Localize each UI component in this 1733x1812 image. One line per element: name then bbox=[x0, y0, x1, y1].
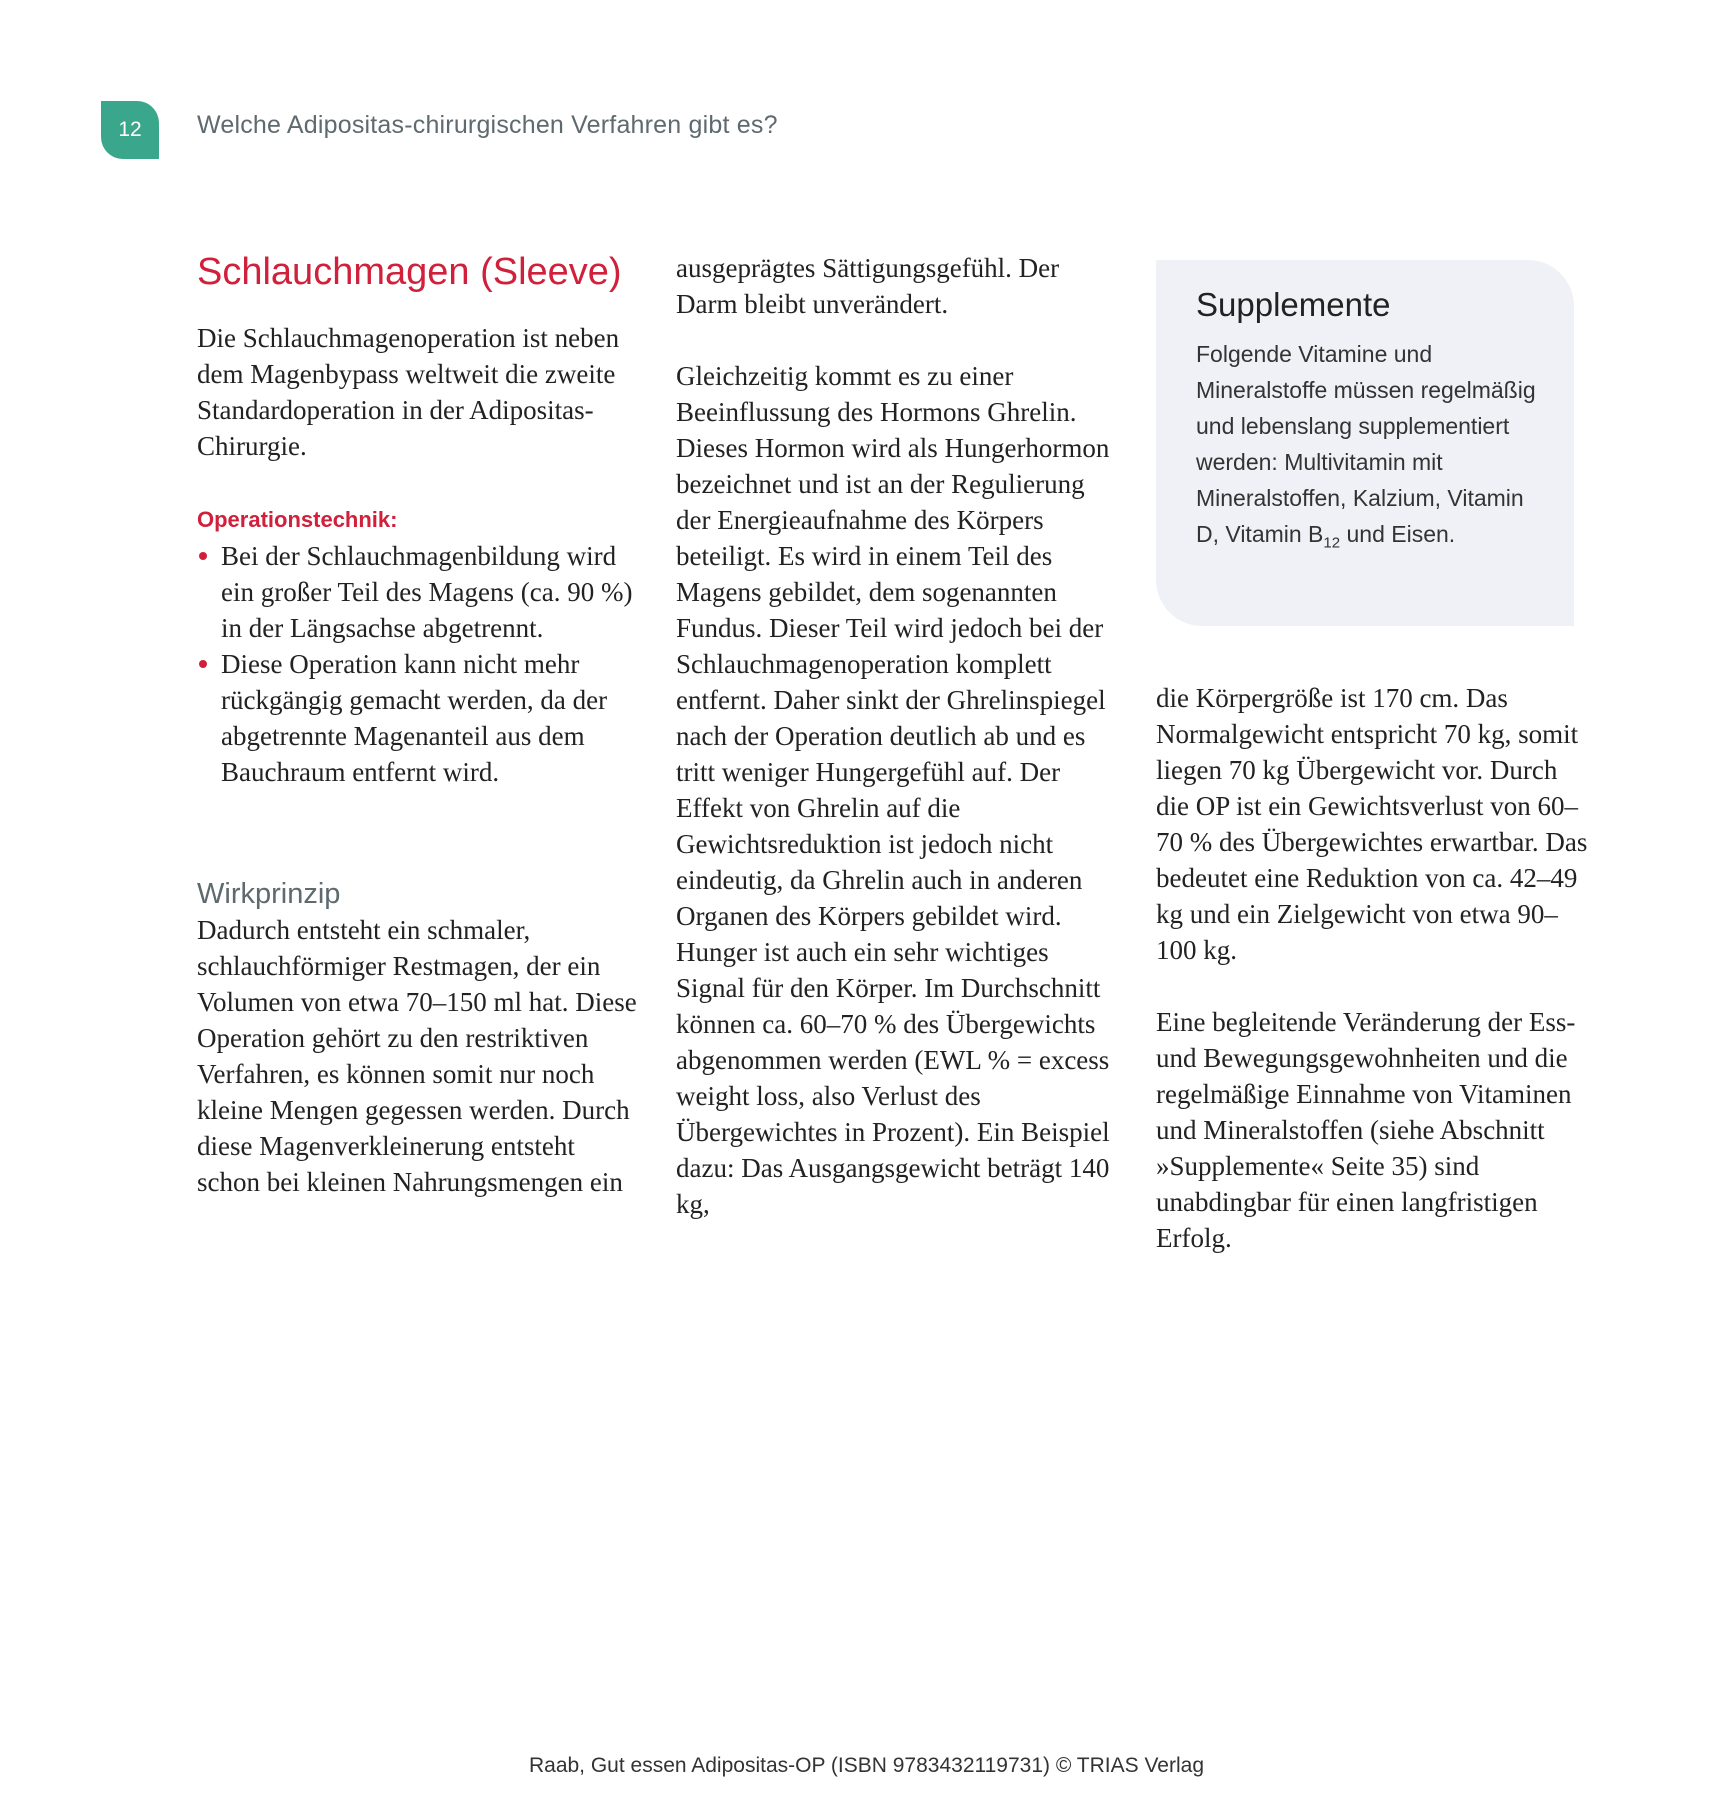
column-2 bbox=[676, 250, 1116, 1222]
list-item bbox=[197, 538, 637, 646]
bullet-icon bbox=[199, 552, 207, 560]
infobox-text-main: Folgende Vitamine und Mineralstoffe müssen regelmäßig und lebenslang supplementiert werden: Multivitamin mit Mineralstoffen, Kalzium, Vitamin D, Vitamin B bbox=[1196, 341, 1536, 547]
principle-heading: Wirkprinzip bbox=[197, 878, 341, 910]
running-head: Welche Adipositas-chirurgischen Verfahren gibt es? bbox=[197, 111, 778, 139]
infobox-text bbox=[1196, 336, 1544, 552]
section-title: Schlauchmagen (Sleeve) bbox=[197, 251, 622, 293]
col3-paragraph-1: die Körpergröße ist 170 cm. Das Normalgewicht entspricht 70 kg, somit liegen 70 kg Übergewicht vor. Durch die OP ist ein Gewichtsverlust von 60–70 % des Übergewichtes erwartbar. Das bedeutet eine Reduktion von ca. 42–49 kg und ein Zielgewicht von etwa 90–100 kg. bbox=[1156, 683, 1588, 965]
col3-paragraph-2: Eine begleitende Veränderung der Ess- und Bewegungsgewohnheiten und die regelmäßige Einnahme von Vitaminen und Mineralstoffen (siehe Abschnitt »Supplemente« Seite 35) sind unabdingbar für einen langfristigen Erfolg. bbox=[1156, 1007, 1576, 1253]
column-3 bbox=[1156, 680, 1596, 1256]
intro-paragraph: Die Schlauchmagenoperation ist neben dem Magenbypass weltweit die zweite Standardoperation in der Adipositas-Chirurgie. bbox=[197, 323, 620, 461]
infobox-text-end: und Eisen. bbox=[1340, 521, 1456, 547]
list-item-text: Bei der Schlauchmagenbildung wird ein großer Teil des Magens (ca. 90 %) in der Längsachse abgetrennt. bbox=[221, 541, 633, 643]
infobox-title: Supplemente bbox=[1196, 286, 1391, 323]
column-1 bbox=[197, 250, 637, 1200]
technique-label: Operationstechnik: bbox=[197, 507, 398, 532]
footer-copyright: Raab, Gut essen Adipositas-OP (ISBN 9783432119731) © TRIAS Verlag bbox=[528, 1754, 1205, 1777]
col2-paragraph-1: ausgeprägtes Sättigungsgefühl. Der Darm bleibt unverändert. bbox=[676, 253, 1060, 319]
page-number-badge: 12 bbox=[101, 101, 159, 159]
col2-paragraph-2: Gleichzeitig kommt es zu einer Beeinflussung des Hormons Ghrelin. Dieses Hormon wird als Hungerhormon bezeichnet und ist an der Regulierung der Energieaufnahme des Körpers beteiligt. Es wird in einem Teil des Magens gebildet, dem sogenannten Fundus. Dieser Teil wird jedoch bei der Schlauchmagenoperation komplett entfernt. Daher sinkt der Ghrelinspiegel nach der Operation deutlich ab und es tritt weniger Hungergefühl auf. Der Effekt von Ghrelin auf die Gewichtsreduktion ist jedoch nicht eindeutig, da Ghrelin auch in anderen Organen des Körpers gebildet wird. Hunger ist auch ein sehr wichtiges Signal für den Körper. Im Durchschnitt können ca. 60–70 % des Übergewichts abgenommen werden (EWL % = excess weight loss, also Verlust des Übergewichtes in Prozent). Ein Beispiel dazu: Das Ausgangsgewicht beträgt 140 kg, bbox=[676, 361, 1110, 1219]
supplement-infobox bbox=[1156, 260, 1574, 626]
bullet-icon bbox=[199, 660, 207, 668]
principle-paragraph: Dadurch entsteht ein schmaler, schlauchförmiger Restmagen, der ein Volumen von etwa 70–150 ml hat. Diese Operation gehört zu den restriktiven Verfahren, es können somit nur noch kleine Mengen gegessen werden. Durch diese Magenverkleinerung entsteht schon bei kleinen Nahrungsmengen ein bbox=[197, 915, 637, 1197]
list-item bbox=[197, 646, 637, 790]
infobox-subscript: 12 bbox=[1323, 534, 1341, 552]
technique-list bbox=[197, 538, 637, 790]
list-item-text: Diese Operation kann nicht mehr rückgängig gemacht werden, da der abgetrennte Magenanteil aus dem Bauchraum entfernt wird. bbox=[221, 649, 608, 787]
